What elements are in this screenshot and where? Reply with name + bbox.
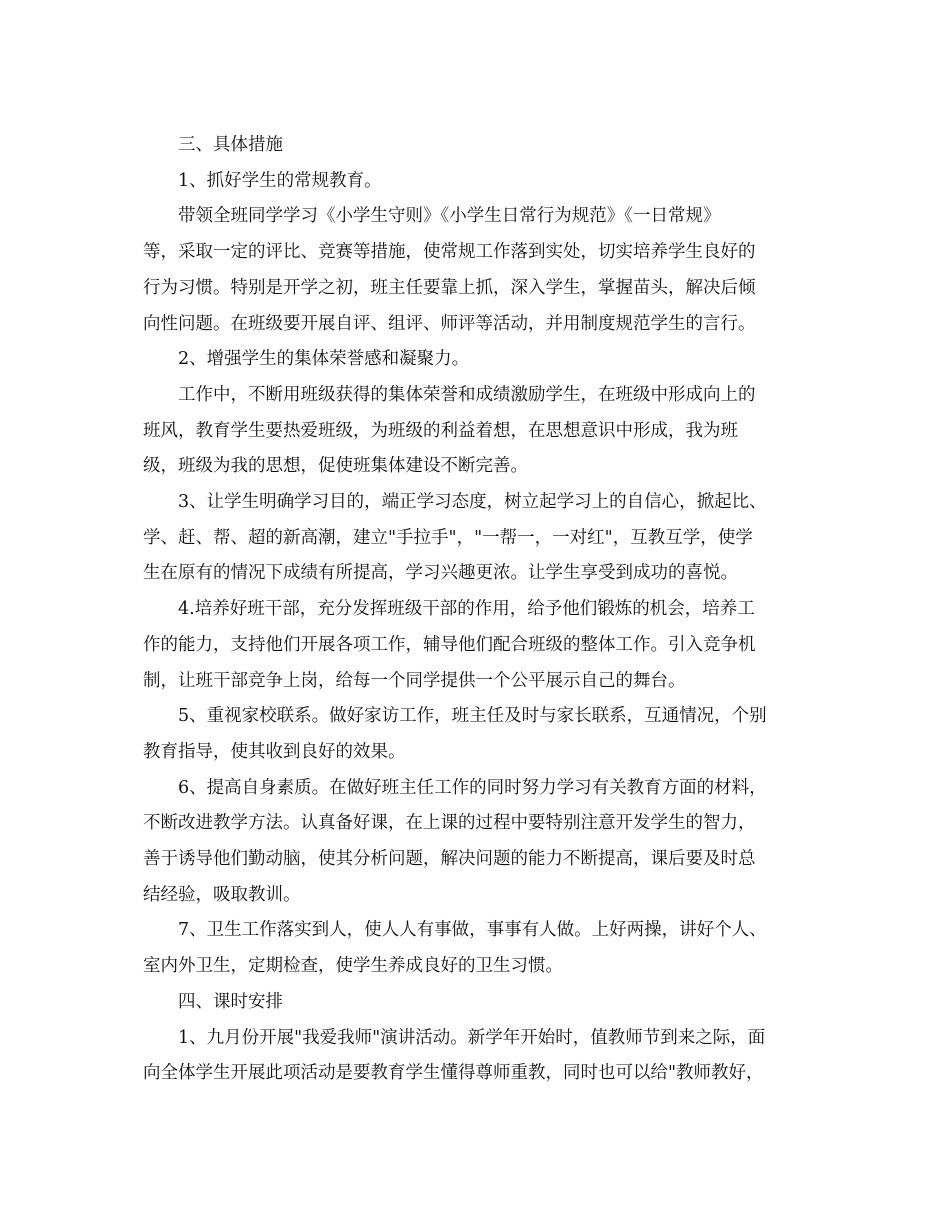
text-line: 四、课时安排: [178, 991, 283, 1012]
text-line: 制，让班干部竞争上岗，给每一个同学提供一个公平展示自己的舞台。: [143, 670, 686, 691]
paragraph: [143, 985, 805, 1021]
text-line: 1、九月份开展"我爱我师"演讲活动。新学年开始时，值教师节到来之际，面: [178, 1027, 766, 1048]
paragraph: [143, 128, 805, 164]
paragraph: [143, 199, 805, 342]
text-line: 带领全班同学学习《小学生守则》《小学生日常行为规范》《一日常规》: [178, 206, 721, 227]
text-line: 结经验，吸取教训。: [143, 884, 301, 905]
text-line: 5、重视家校联系。做好家访工作，班主任及时与家长联系，互通情况，个别: [178, 706, 767, 727]
paragraph: [143, 342, 805, 378]
paragraph: [143, 485, 805, 592]
text-line: 不断改进教学方法。认真备好课，在上课的过程中要特别注意开发学生的智力，: [143, 813, 756, 834]
paragraph: [143, 592, 805, 699]
text-line: 班风，教育学生要热爱班级，为班级的利益着想，在思想意识中形成，我为班: [143, 420, 738, 441]
paragraph: [143, 771, 805, 914]
text-line: 向全体学生开展此项活动是要教育学生懂得尊师重教，同时也可以给"教师教好，: [143, 1063, 764, 1084]
text-line: 三、具体措施: [178, 135, 283, 155]
text-line: 作的能力，支持他们开展各项工作，辅导他们配合班级的整体工作。引入竞争机: [143, 634, 756, 655]
text-line: 善于诱导他们勤动脑，使其分析问题，解决问题的能力不断提高，课后要及时总: [143, 849, 756, 870]
document-body: [143, 128, 805, 1092]
text-line: 7、卫生工作落实到人，使人人有事做，事事有人做。上好两操，讲好个人、: [178, 920, 767, 941]
text-line: 1、抓好学生的常规教育。: [178, 170, 382, 191]
text-line: 2、增强学生的集体荣誉感和凝聚力。: [178, 349, 470, 370]
text-line: 教育指导，使其收到良好的效果。: [143, 741, 406, 762]
text-line: 等，采取一定的评比、竞赛等措施，使常规工作落到实处，切实培养学生良好的: [143, 242, 756, 263]
text-line: 行为习惯。特别是开学之初，班主任要靠上抓，深入学生，掌握苗头，解决后倾: [143, 277, 756, 298]
text-line: 室内外卫生，定期检查，使学生养成良好的卫生习惯。: [143, 956, 563, 977]
text-line: 工作中，不断用班级获得的集体荣誉和成绩激励学生，在班级中形成向上的: [178, 384, 756, 405]
paragraph: [143, 378, 805, 485]
paragraph: [143, 164, 805, 200]
text-line: 6、提高自身素质。在做好班主任工作的同时努力学习有关教育方面的材料，: [178, 777, 767, 798]
paragraph: [143, 1021, 805, 1092]
paragraph: [143, 913, 805, 984]
text-line: 学、赶、帮、超的新高潮，建立"手拉手"，"一帮一，一对红"，互教互学，使学: [143, 527, 753, 548]
text-line: 级，班级为我的思想，促使班集体建设不断完善。: [143, 456, 528, 477]
text-line: 生在原有的情况下成绩有所提高，学习兴趣更浓。让学生享受到成功的喜悦。: [143, 563, 738, 584]
text-line: 3、让学生明确学习目的，端正学习态度，树立起学习上的自信心，掀起比、: [178, 492, 767, 513]
paragraph: [143, 699, 805, 770]
text-line: 向性问题。在班级要开展自评、组评、师评等活动，并用制度规范学生的言行。: [143, 313, 756, 334]
text-line: 4.培养好班干部，充分发挥班级干部的作用，给予他们锻炼的机会，培养工: [178, 599, 755, 620]
